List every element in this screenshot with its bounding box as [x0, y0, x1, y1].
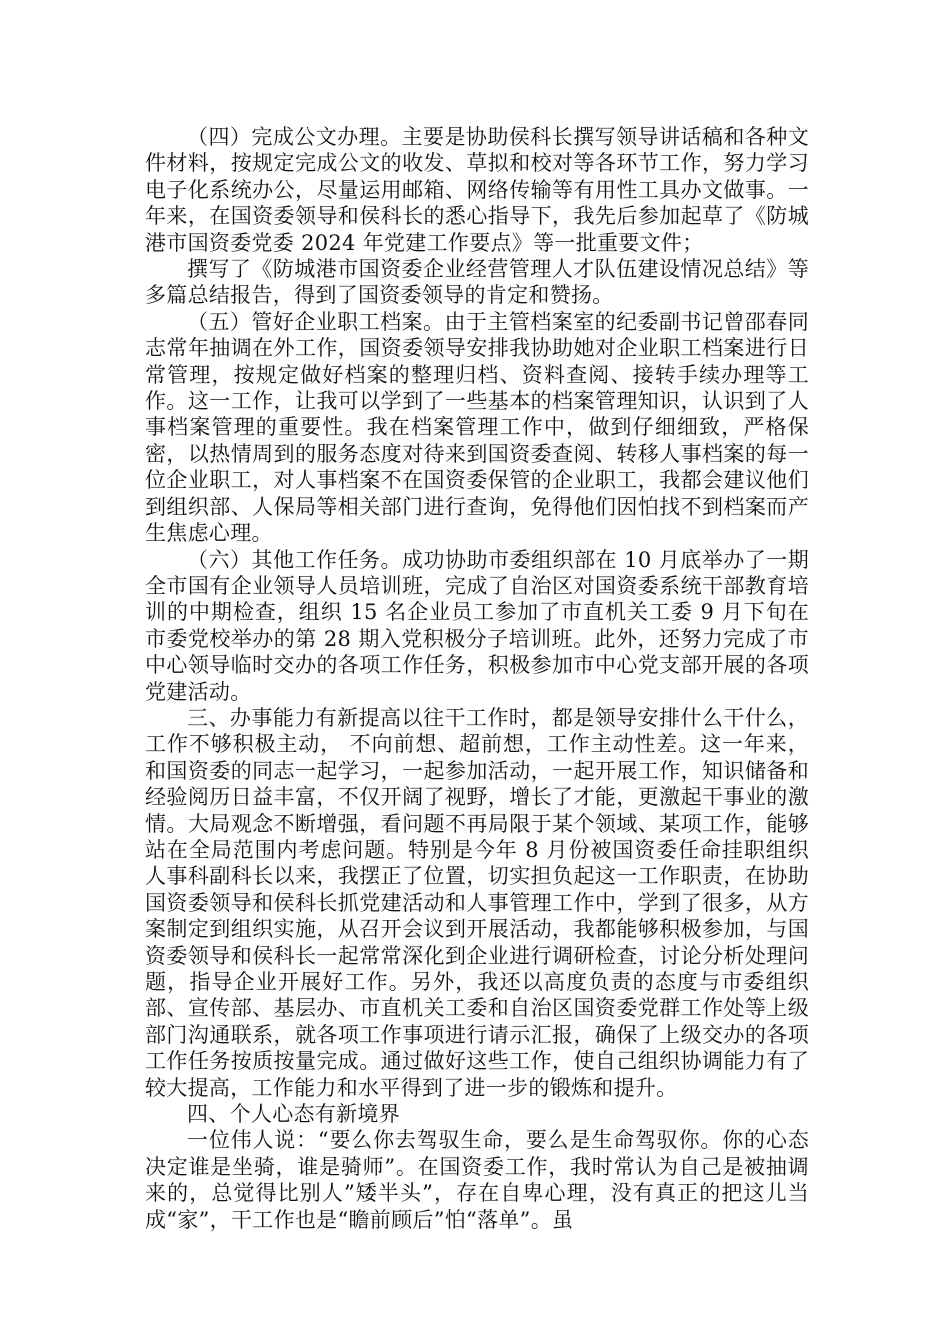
paragraph-part-4: 一位伟人说：“要么你去驾驭生命，要么是生命驾驭你。你的心态决定谁是坐骑，谁是骑师”。在国资委工作，我时常认为自己是被抽调来的，总觉得比别人”矮半头”，存在自卑心理，没有真正的把这儿当成“家”，干工作也是“瞻前顾后”怕“落单”。虽	[145, 1128, 809, 1232]
paragraph-part-3: 三、办事能力有新提高以往干工作时，都是领导安排什么干什么，工作不够积极主动， 不向前想、超前想，工作主动性差。这一年来，和国资委的同志一起学习，一起参加活动，一起开展工作，知识储备和经验阅历日益丰富，不仅开阔了视野，增长了才能，更激起干事业的激情。大局观念不断增强，看问题不再局限于某个领域、某项工作，能够站在全局范围内考虑问题。特别是今年 8 月份被国资委任命挂职组织人事科副科长以来，我摆正了位置，切实担负起这一工作职责，在协助国资委领导和侯科长抓党建活动和人事管理工作中，学到了很多，从方案制定到组织实施，从召开会议到开展活动，我都能够积极参加，与国资委领导和侯科长一起常常深化到企业进行调研检查，讨论分析处理问题，指导企业开展好工作。另外，我还以高度负责的态度与市委组织部、宣传部、基层办、市直机关工委和自治区国资委党群工作处等上级部门沟通联系，就各项工作事项进行请示汇报，确保了上级交办的各项工作任务按质按量完成。通过做好这些工作，使自己组织协调能力有了较大提高，工作能力和水平得到了进一步的锻炼和提升。	[145, 705, 809, 1100]
paragraph-section-5: （五）管好企业职工档案。由于主管档案室的纪委副书记曾邵春同志常年抽调在外工作，国资委领导安排我协助她对企业职工档案进行日常管理，按规定做好档案的整理归档、资料查阅、接转手续办理等工作。这一工作，让我可以学到了一些基本的档案管理知识，认识到了人事档案管理的重要性。我在档案管理工作中，做到仔细细致，严格保密，以热情周到的服务态度对待来到国资委查阅、转移人事档案的每一位企业职工，对人事档案不在国资委保管的企业职工，我都会建议他们到组织部、人保局等相关部门进行查询，免得他们因怕找不到档案而产生焦虑心理。	[145, 309, 809, 546]
paragraph-section-6: （六）其他工作任务。成功协助市委组织部在 10 月底举办了一期全市国有企业领导人员培训班，完成了自治区对国资委系统干部教育培训的中期检查，组织 15 名企业员工参加了市直机关工委 9 月下旬在市委党校举办的第 28 期入党积极分子培训班。此外，还努力完成了市中心领导临时交办的各项工作任务，积极参加市中心党支部开展的各项党建活动。	[145, 547, 809, 704]
document-body	[145, 124, 809, 1233]
paragraph-summary-report: 撰写了《防城港市国资委企业经营管理人才队伍建设情况总结》等多篇总结报告，得到了国资委领导的肯定和赞扬。	[145, 257, 809, 308]
heading-part-4: 四、个人心态有新境界	[187, 1102, 400, 1127]
paragraph-section-4: （四）完成公文办理。主要是协助侯科长撰写领导讲话稿和各种文件材料，按规定完成公文的收发、草拟和校对等各环节工作，努力学习电子化系统办公，尽量运用邮箱、网络传输等有用性工具办文做事。一年来，在国资委领导和侯科长的悉心指导下，我先后参加起草了《防城港市国资委党委 2024 年党建工作要点》等一批重要文件；	[145, 125, 809, 255]
